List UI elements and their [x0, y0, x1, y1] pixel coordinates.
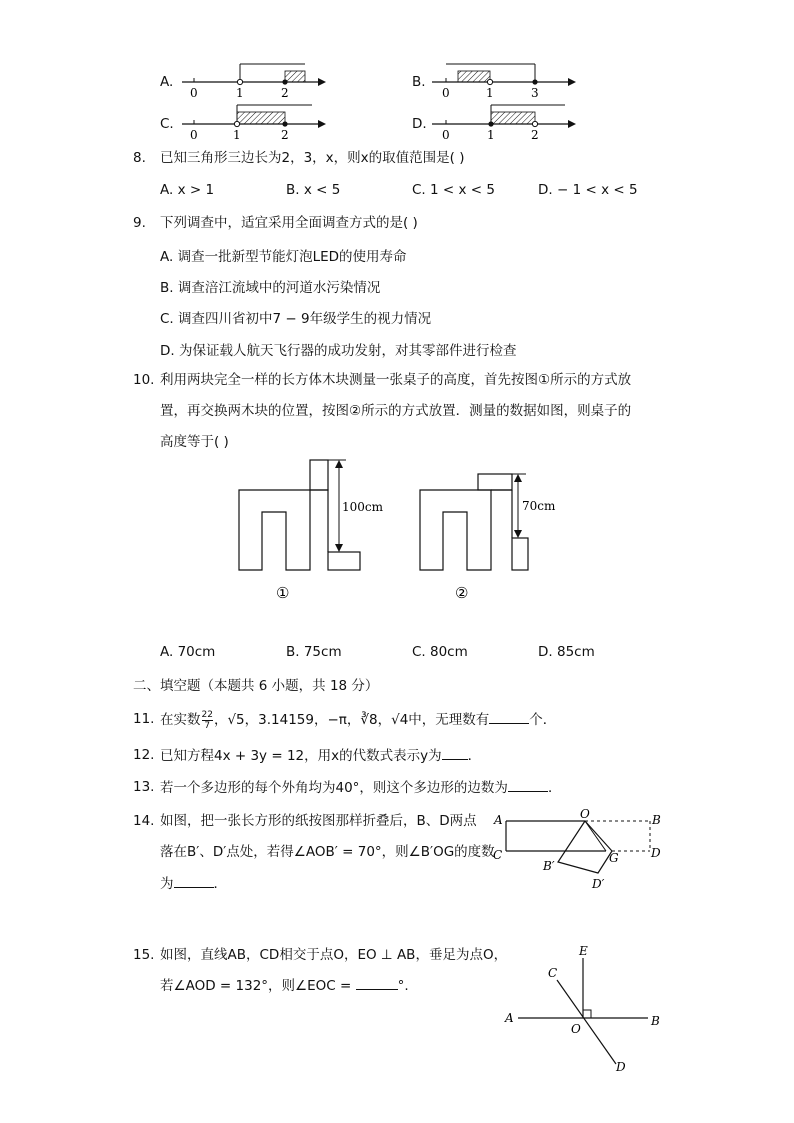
figure-caption: ②: [455, 584, 469, 602]
option-letter: B.: [412, 74, 426, 90]
question-number: 10.: [133, 372, 155, 388]
tick-label: 0: [190, 128, 198, 142]
tick-label: 0: [442, 128, 450, 142]
question-text-line: 如图，直线AB，CD相交于点O，EO ⊥ AB，垂足为点O，: [160, 947, 508, 963]
point-label: B′: [543, 859, 555, 873]
tick-label: 1: [236, 86, 244, 100]
option-d[interactable]: D. 85cm: [538, 644, 595, 660]
question-text-line: 利用两块完全一样的长方体木块测量一张桌子的高度，首先按图①所示的方式放: [160, 372, 632, 388]
tick-label: 0: [190, 86, 198, 100]
text-post: ，√5，3.14159，−π，∛8，√4中，无理数有: [213, 712, 490, 728]
question-text: 下列调查中，适宜采用全面调查方式的是( ): [160, 215, 418, 231]
question-text: 在实数 $\frac{22}{7}$ ，√5，3.14159，−π，∛8，√4中，无理数有 个．: [160, 709, 557, 731]
question-text-line: 置，再交换两木块的位置，按图②所示的方式放置．测量的数据如图，则桌子的: [160, 403, 632, 419]
tick-label: 1: [233, 128, 241, 142]
option-letter: D.: [412, 116, 427, 132]
point-label: E: [579, 944, 588, 958]
option-d[interactable]: D. 为保证载人航天飞行器的成功发射，对其零部件进行检查: [160, 343, 517, 359]
point-label: B: [652, 813, 661, 827]
option-b[interactable]: B. x < 5: [286, 182, 341, 198]
option-c[interactable]: C. 调查四川省初中7 − 9年级学生的视力情况: [160, 311, 432, 327]
point-label: C: [493, 848, 503, 862]
question-text: 已知三角形三边长为2，3，x，则x的取值范围是( ): [160, 150, 465, 166]
measure-label: 70cm: [522, 499, 556, 513]
question-text-line: 落在B′、D′点处，若得∠AOB′ = 70°，则∠B′OG的度数: [160, 844, 495, 860]
question-number: 11.: [133, 711, 155, 727]
question-number: 13.: [133, 779, 155, 795]
point-label: C: [548, 966, 558, 980]
point-label: D′: [592, 877, 605, 891]
question-text: 已知方程4x + 3y = 12，用x的代数式表示y为 ．: [160, 745, 481, 766]
tick-label: 0: [442, 86, 450, 100]
point-label: O: [571, 1022, 581, 1036]
fraction: $\frac{22}{7}$: [201, 709, 213, 731]
question-text-line: 为 ．: [160, 873, 227, 894]
point-label: O: [580, 807, 590, 821]
option-c[interactable]: C. 1 < x < 5: [412, 182, 495, 198]
section-heading: 二、填空题（本题共 6 小题，共 18 分）: [133, 678, 379, 694]
tick-label: 3: [531, 86, 539, 100]
option-a[interactable]: A. x > 1: [160, 182, 215, 198]
question-text: 若一个多边形的每个外角均为40°，则这个多边形的边数为 ．: [160, 777, 561, 798]
question-number: 8.: [133, 150, 146, 166]
option-b[interactable]: B. 调查涪江流域中的河道水污染情况: [160, 280, 381, 296]
tick-label: 1: [486, 86, 494, 100]
point-label: D: [651, 846, 661, 860]
tick-label: 2: [531, 128, 539, 142]
point-label: A: [494, 813, 503, 827]
tick-label: 2: [281, 128, 289, 142]
point-label: D: [616, 1060, 626, 1074]
question-number: 12.: [133, 747, 155, 763]
option-d[interactable]: D. − 1 < x < 5: [538, 182, 638, 198]
option-a[interactable]: A. 70cm: [160, 644, 216, 660]
text-pre: 在实数: [160, 712, 201, 728]
option-letter: A.: [160, 74, 174, 90]
option-letter: C.: [160, 116, 174, 132]
option-c[interactable]: C. 80cm: [412, 644, 468, 660]
question-text-line: 若∠AOD = 132°，则∠EOC = °.: [160, 975, 409, 996]
point-label: G: [609, 851, 619, 865]
option-a[interactable]: A. 调查一批新型节能灯泡LED的使用寿命: [160, 249, 407, 265]
point-label: B: [651, 1014, 660, 1028]
tick-label: 1: [487, 128, 495, 142]
tick-label: 2: [281, 86, 289, 100]
option-b[interactable]: B. 75cm: [286, 644, 342, 660]
measure-label: 100cm: [342, 500, 384, 514]
point-label: A: [505, 1011, 514, 1025]
figure-caption: ①: [276, 584, 290, 602]
question-text-line: 如图，把一张长方形的纸按图那样折叠后，B、D两点: [160, 813, 477, 829]
question-text-line: 高度等于( ): [160, 434, 229, 450]
question-number: 9.: [133, 215, 146, 231]
question-number: 14.: [133, 813, 155, 829]
question-number: 15.: [133, 947, 155, 963]
